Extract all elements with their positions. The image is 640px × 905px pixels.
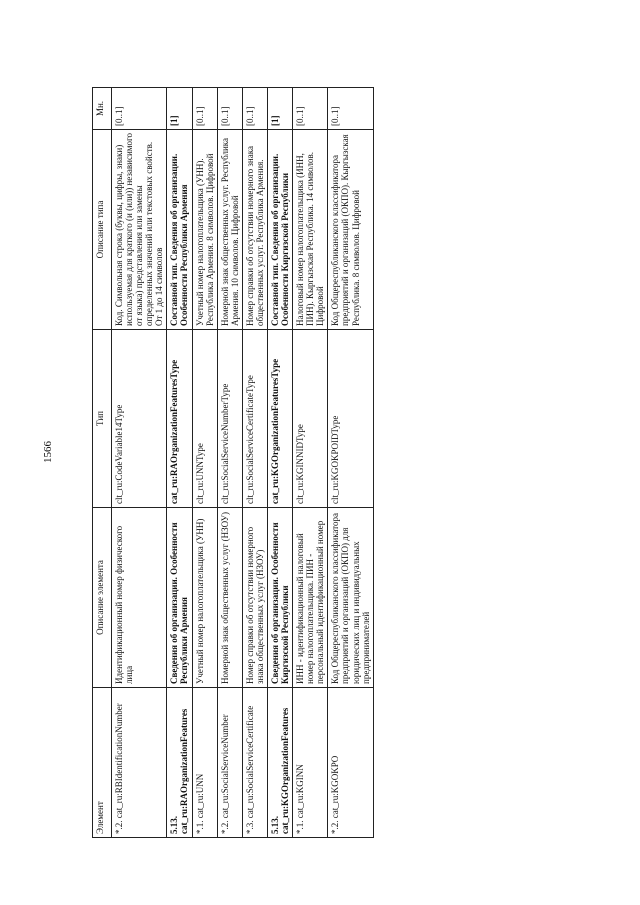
table-body xyxy=(112,88,374,838)
cell-index: *.2. xyxy=(114,820,124,834)
cell-type-description: Учетный номер налогоплательщика (УНН). Республика Армения. 8 символов. Цифровой xyxy=(192,130,217,330)
column-header-type-description: Описание типа xyxy=(93,130,112,330)
cell-description: Номерной знак общественных услуг (НЗОУ) xyxy=(217,508,242,688)
cell-type: clt_ru:UNNType xyxy=(192,330,217,508)
cell-type: clt_ru:SocialServiceNumberType xyxy=(217,330,242,508)
cell-description: ИНН - идентификационный налоговый номер налогоплательщика. ПИН - персональный идентификационный номер xyxy=(293,508,328,688)
cell-element: cat_ru:SocialServiceNumber xyxy=(219,714,230,819)
cell-index: *.3. xyxy=(244,820,255,834)
cell-description: Сведения об организации. Особенности Киргизской Республики xyxy=(268,508,293,688)
cell-element-column xyxy=(293,688,328,838)
cell-element-column xyxy=(217,688,242,838)
cell-element: cat_ru:UNN xyxy=(194,773,205,819)
cell-type: clt_ru:KGINNIDType xyxy=(293,330,328,508)
cell-description: Номер справки об отсутствии номерного знака общественных услуг (НЗОУ) xyxy=(242,508,267,688)
cell-description: Код Общереспубликанского классификатора предприятий и организаций (ОКПО) для юридических лиц и индивидуальных предпринимателей xyxy=(328,508,373,688)
table-section-row xyxy=(167,88,192,838)
cell-element: cat_ru:KGINN xyxy=(295,764,306,819)
cell-element-column xyxy=(268,688,293,838)
cell-index: *.1. xyxy=(194,820,205,834)
cell-type: clt_ru:KGOKPOIDType xyxy=(328,330,373,508)
cell-element: cat_ru:SocialServiceCertificate xyxy=(244,705,255,819)
cell-index: 5.13. xyxy=(270,816,281,834)
cell-multiplicity: [0..1] xyxy=(293,88,328,130)
cell-index: *.2. xyxy=(330,820,341,834)
specification-table xyxy=(92,87,374,838)
cell-index: 5.13. xyxy=(169,816,180,834)
cell-multiplicity: [0..1] xyxy=(242,88,267,130)
cell-index: *.2. xyxy=(219,820,230,834)
cell-index: *.1. xyxy=(295,820,306,834)
cell-element: cat_ru:RAOrganizationFeatures xyxy=(179,708,190,834)
cell-type-description: Номер справки об отсутствии номерного знака общественных услуг. Республика Армения. xyxy=(242,130,267,330)
cell-element-column xyxy=(112,688,167,838)
cell-element-column xyxy=(192,688,217,838)
cell-element-column xyxy=(328,688,373,838)
cell-type: clt_ru:SocialServiceCertificateType xyxy=(242,330,267,508)
cell-multiplicity: [0..1] xyxy=(112,88,167,130)
table-row xyxy=(293,88,328,838)
table-row xyxy=(192,88,217,838)
cell-type-description: Составной тип. Сведения об организации. Особенности Киргизской Республики xyxy=(268,130,293,330)
cell-type: clt_ru:CodeVariable14Type xyxy=(112,330,167,508)
column-header-type: Тип xyxy=(93,330,112,508)
cell-element: cat_ru:KGOrganizationFeatures xyxy=(280,707,291,834)
cell-multiplicity: [0..1] xyxy=(217,88,242,130)
cell-description: Идентификационный номер физического лица xyxy=(112,508,167,688)
cell-multiplicity: [0..1] xyxy=(328,88,373,130)
cell-element: cat_ru:RBIdentificationNumber xyxy=(114,703,124,819)
column-header-element: Элемент xyxy=(93,688,112,838)
cell-description: Учетный номер налогоплательщика (УНН) xyxy=(192,508,217,688)
cell-type-description: Налоговый номер налогоплательщика (ИНН, ПИН). Кыргызская Республика. 14 символов. Цифровой xyxy=(293,130,328,330)
cell-type-description: Код. Символьная строка (буквы, цифры, знаки) используемая для краткого (и (или)) независимого от языка) представления или замены определенных значений или текстовых свойств. От 1 до 14 символов xyxy=(112,130,167,330)
cell-multiplicity: [1] xyxy=(167,88,192,130)
cell-type-description: Составной тип. Сведения об организации. Особенности Республики Армения xyxy=(167,130,192,330)
cell-type: cat_ru:RAOrganizationFeaturesType xyxy=(167,330,192,508)
table-header-row xyxy=(93,88,112,838)
cell-multiplicity: [1] xyxy=(268,88,293,130)
rotated-table-frame xyxy=(92,88,552,838)
cell-description: Сведения об организации. Особенности Республики Армения xyxy=(167,508,192,688)
cell-element-column xyxy=(242,688,267,838)
cell-multiplicity: [0..1] xyxy=(192,88,217,130)
table-row xyxy=(112,88,167,838)
table-section-row xyxy=(268,88,293,838)
cell-type: cat_ru:KGOrganizationFeaturesType xyxy=(268,330,293,508)
page-number: 1566 xyxy=(42,441,54,463)
cell-element: cat_ru:KGOKPO xyxy=(330,755,341,819)
cell-element-column xyxy=(167,688,192,838)
cell-type-description: Код Общереспубликанского классификатора предприятий и организаций (ОКПО). Кыргызская Республика. 8 символов. Цифровой xyxy=(328,130,373,330)
table-row xyxy=(217,88,242,838)
table-row xyxy=(242,88,267,838)
table-row xyxy=(328,88,373,838)
cell-type-description: Номерной знак общественных услуг. Республика Армения. 10 символов. Цифровой xyxy=(217,130,242,330)
column-header-multiplicity: Мн. xyxy=(93,88,112,130)
column-header-description: Описание элемента xyxy=(93,508,112,688)
